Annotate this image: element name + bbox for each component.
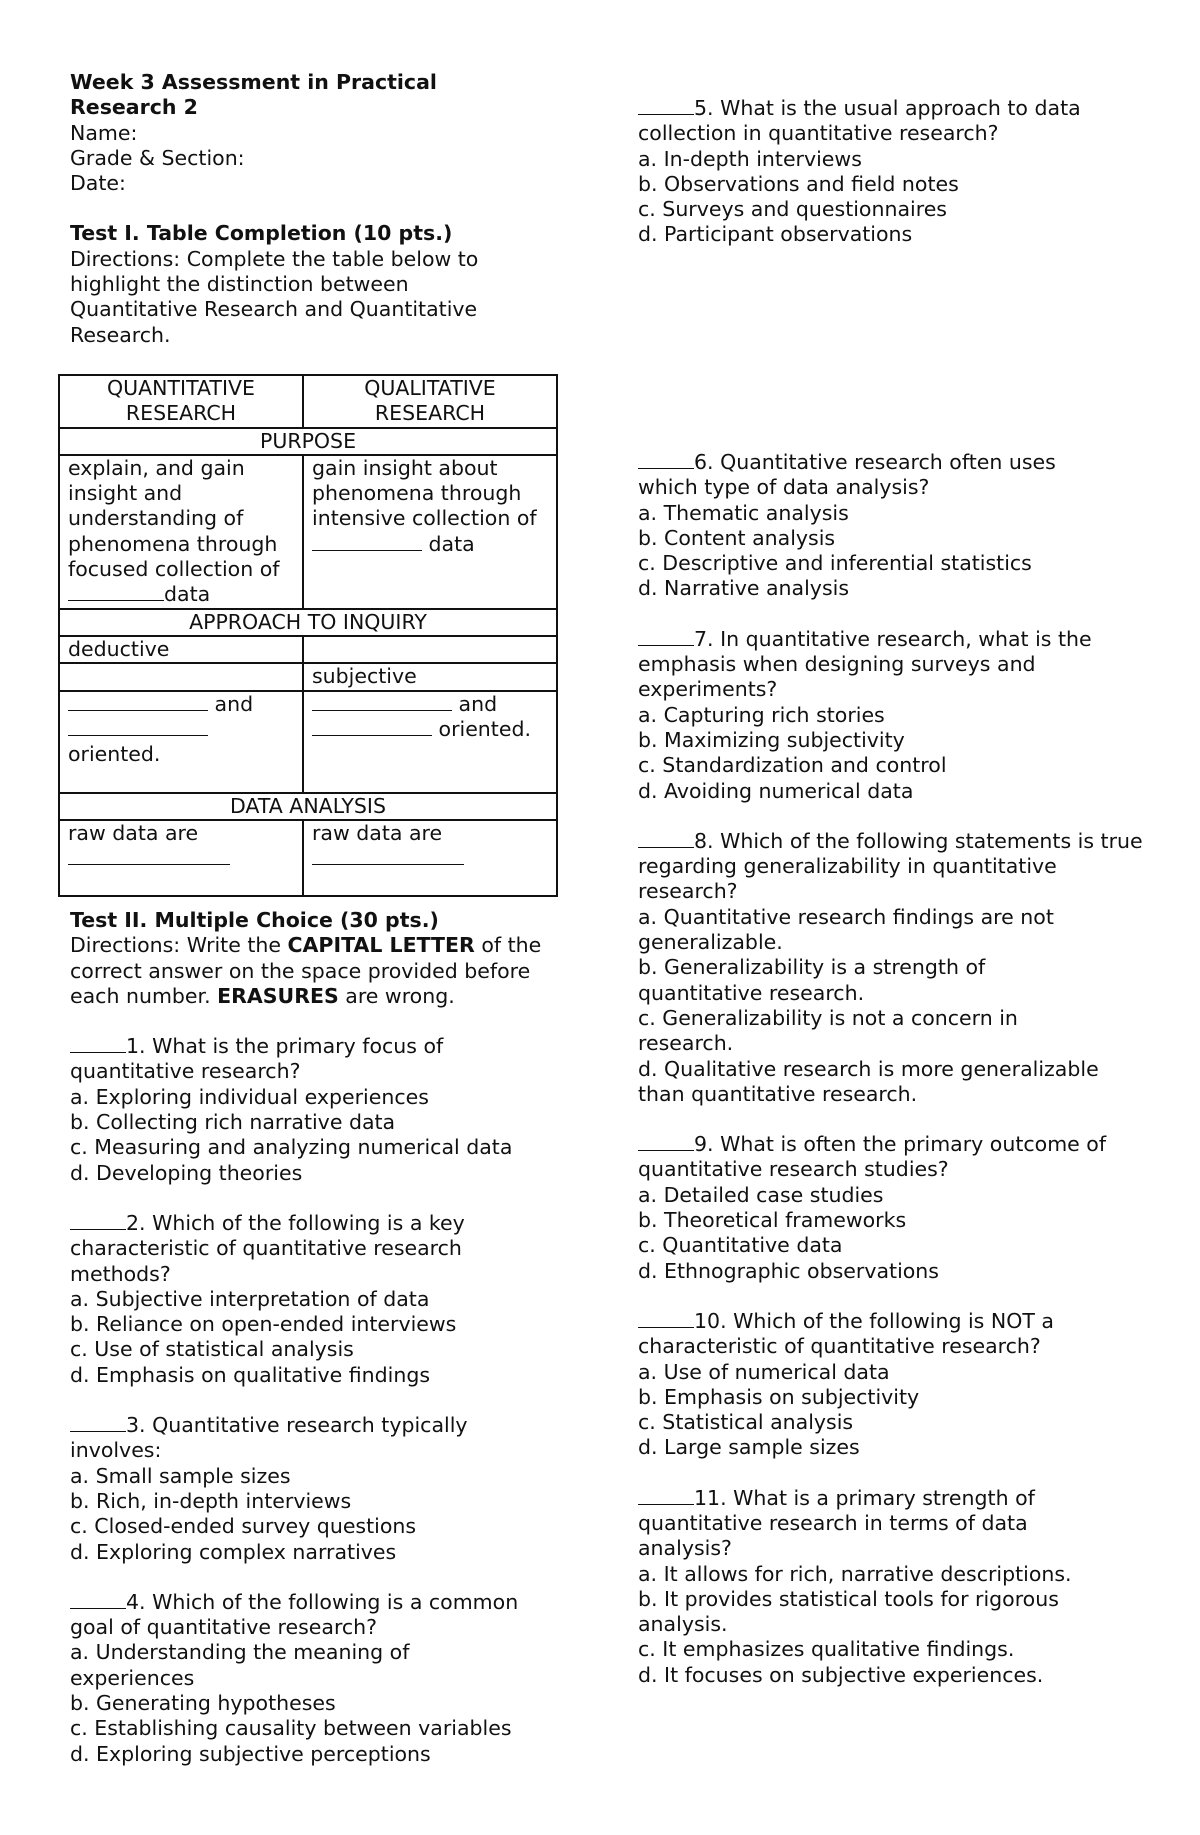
- purpose-qualitative-text: gain insight about phenomena through intensive collection of: [312, 455, 537, 531]
- answer-blank[interactable]: [70, 1590, 126, 1609]
- header-block: [70, 70, 570, 348]
- choice-b: b. Generating hypotheses: [70, 1691, 336, 1716]
- answer-blank[interactable]: [638, 1486, 694, 1505]
- choice-b: b. Reliance on open-ended interviews: [70, 1312, 457, 1337]
- choice-b: b. Collecting rich narrative data: [70, 1110, 396, 1135]
- qualitative-header: QUALITATIVE RESEARCH: [303, 375, 557, 428]
- test2-directions: [70, 933, 570, 1009]
- purpose-qualitative-end: data: [428, 531, 475, 556]
- question-text: 8. Which of the following statements is true regarding generalizability in quantitative research?: [638, 828, 1150, 904]
- question-text: 10. Which of the following is NOT a characteristic of quantitative research?: [638, 1308, 1061, 1359]
- directions-text: of the correct answer on the space provided before each number.: [70, 933, 548, 1008]
- page-title-line1: Week 3 Assessment in Practical: [70, 70, 437, 94]
- answer-blank[interactable]: [312, 692, 452, 711]
- choice-c: c. Establishing causality between variables: [70, 1716, 512, 1741]
- choice-b: b. Rich, in-depth interviews: [70, 1488, 352, 1513]
- test1-directions: Directions: Complete the table below to highlight the distinction between Quantitative Research and Quantitative Research.: [70, 246, 485, 347]
- answer-blank[interactable]: [638, 829, 694, 848]
- answer-blank[interactable]: [68, 717, 208, 736]
- directions-text: Directions: Write the: [70, 933, 288, 958]
- choice-d: d. Exploring subjective perceptions: [70, 1741, 431, 1766]
- oriented-text: oriented.: [438, 716, 531, 741]
- capital-letter-emphasis: CAPITAL LETTER: [287, 933, 475, 958]
- purpose-quantitative-end: data: [164, 582, 211, 607]
- and-text: and: [458, 691, 498, 716]
- answer-blank[interactable]: [68, 582, 164, 601]
- choice-d: d. Large sample sizes: [638, 1435, 860, 1460]
- test1-title: Test I. Table Completion (10 pts.): [70, 221, 453, 246]
- question-text: 6. Quantitative research often uses which type of data analysis?: [638, 450, 1063, 500]
- choice-d: d. Exploring complex narratives: [70, 1539, 397, 1564]
- approach-r1-qualitative-blank[interactable]: [303, 636, 557, 663]
- question-9: [638, 1132, 1158, 1284]
- question-10: [638, 1309, 1158, 1461]
- raw-data-text: raw data are: [68, 820, 199, 845]
- choice-a: a. Understanding the meaning of experiences: [70, 1640, 416, 1690]
- choice-c: c. Measuring and analyzing numerical data: [70, 1135, 513, 1160]
- choice-d: d. Developing theories: [70, 1160, 303, 1185]
- choice-c: c. Quantitative data: [638, 1233, 843, 1258]
- choice-c: c. Standardization and control: [638, 753, 947, 778]
- answer-blank[interactable]: [312, 717, 432, 736]
- analysis-row-label: DATA ANALYSIS: [59, 793, 557, 820]
- quantitative-header: QUANTITATIVE RESEARCH: [59, 375, 303, 428]
- date-field-label: Date:: [70, 171, 126, 196]
- choice-c: c. Generalizability is not a concern in research.: [638, 1005, 1025, 1056]
- choice-c: c. Use of statistical analysis: [70, 1337, 354, 1362]
- question-6: [638, 450, 1158, 602]
- answer-blank[interactable]: [638, 1309, 694, 1328]
- erasures-emphasis: ERASURES: [217, 983, 339, 1008]
- question-1: [70, 1034, 570, 1186]
- question-8: [638, 829, 1158, 1107]
- right-column-bottom: [638, 450, 1158, 1688]
- answer-blank[interactable]: [638, 627, 694, 646]
- question-text: 3. Quantitative research typically involves:: [70, 1413, 475, 1463]
- approach-r1-quantitative: deductive: [59, 636, 303, 663]
- question-text: 11. What is a primary strength of quantitative research in terms of data analysis?: [638, 1485, 1042, 1561]
- analysis-quantitative: [59, 820, 303, 896]
- purpose-quantitative-text: explain, and gain insight and understanding of phenomena through focused collection of: [68, 455, 280, 582]
- question-text: 1. What is the primary focus of quantitative research?: [70, 1034, 450, 1084]
- answer-blank[interactable]: [70, 1413, 126, 1432]
- question-5: [638, 96, 1158, 248]
- test2-title: Test II. Multiple Choice (30 pts.): [70, 908, 439, 932]
- comparison-table: [58, 374, 558, 897]
- question-11: [638, 1486, 1158, 1688]
- approach-r2-quantitative-blank[interactable]: [59, 663, 303, 690]
- question-4: [70, 1590, 570, 1767]
- answer-blank[interactable]: [70, 1034, 126, 1053]
- name-field-label: Name:: [70, 120, 138, 145]
- choice-a: a. Detailed case studies: [638, 1182, 884, 1207]
- choice-a: a. Small sample sizes: [70, 1463, 291, 1488]
- choice-c: c. Descriptive and inferential statistics: [638, 551, 1032, 576]
- choice-d: d. Ethnographic observations: [638, 1258, 939, 1283]
- answer-blank[interactable]: [68, 692, 208, 711]
- question-text: 2. Which of the following is a key characteristic of quantitative research methods?: [70, 1210, 472, 1286]
- choice-c: c. It emphasizes qualitative findings.: [638, 1637, 1015, 1662]
- question-3: [70, 1413, 570, 1565]
- purpose-quantitative-cell: [59, 455, 303, 609]
- question-text: 4. Which of the following is a common goal of quantitative research?: [70, 1589, 525, 1640]
- choice-d: d. Avoiding numerical data: [638, 778, 914, 803]
- question-text: 9. What is often the primary outcome of quantitative research studies?: [638, 1132, 1113, 1182]
- raw-data-text: raw data are: [312, 820, 443, 845]
- choice-b: b. Maximizing subjectivity: [638, 727, 905, 752]
- choice-b: b. Observations and field notes: [638, 171, 959, 196]
- choice-a: a. Subjective interpretation of data: [70, 1286, 430, 1311]
- choice-b: b. Generalizability is a strength of quantitative research.: [638, 955, 992, 1005]
- choice-d: d. Emphasis on qualitative findings: [70, 1362, 431, 1387]
- choice-a: a. Thematic analysis: [638, 500, 849, 525]
- approach-r3-quantitative: [59, 691, 303, 793]
- purpose-row-label: PURPOSE: [59, 428, 557, 455]
- choice-c: c. Closed-ended survey questions: [70, 1514, 417, 1539]
- choice-d: d. Participant observations: [638, 222, 913, 247]
- answer-blank[interactable]: [638, 96, 694, 115]
- choice-b: b. It provides statistical tools for rigorous analysis.: [638, 1586, 1066, 1637]
- and-text: and: [214, 691, 254, 716]
- choice-b: b. Emphasis on subjectivity: [638, 1384, 920, 1409]
- test2-block: [70, 908, 570, 1767]
- approach-r3-qualitative: [303, 691, 557, 793]
- answer-blank[interactable]: [312, 532, 422, 551]
- choice-c: c. Surveys and questionnaires: [638, 197, 947, 222]
- choice-a: a. In-depth interviews: [638, 146, 862, 171]
- answer-blank[interactable]: [312, 846, 464, 865]
- oriented-text: oriented.: [68, 742, 161, 767]
- right-column-top: [638, 96, 1158, 248]
- choice-d: d. Qualitative research is more generalizable than quantitative research.: [638, 1056, 1106, 1106]
- answer-blank[interactable]: [638, 1132, 694, 1151]
- page-title-line2: Research 2: [70, 95, 198, 120]
- question-text: 7. In quantitative research, what is the emphasis when designing surveys and experiments?: [638, 626, 1099, 702]
- choice-a: a. It allows for rich, narrative descriptions.: [638, 1561, 1072, 1586]
- purpose-qualitative-cell: [303, 455, 557, 609]
- approach-row-label: APPROACH TO INQUIRY: [59, 609, 557, 636]
- choice-c: c. Statistical analysis: [638, 1410, 854, 1435]
- choice-a: a. Quantitative research findings are not generalizable.: [638, 904, 1061, 955]
- choice-a: a. Use of numerical data: [638, 1359, 890, 1384]
- directions-text: are wrong.: [338, 983, 455, 1008]
- answer-blank[interactable]: [638, 450, 694, 469]
- choice-a: a. Capturing rich stories: [638, 702, 885, 727]
- question-text: 5. What is the usual approach to data collection in quantitative research?: [638, 96, 1088, 146]
- question-7: [638, 627, 1158, 804]
- approach-r2-qualitative: subjective: [303, 663, 557, 690]
- choice-b: b. Theoretical frameworks: [638, 1208, 907, 1233]
- choice-a: a. Exploring individual experiences: [70, 1084, 429, 1109]
- choice-d: d. Narrative analysis: [638, 576, 849, 601]
- choice-b: b. Content analysis: [638, 525, 836, 550]
- answer-blank[interactable]: [68, 846, 230, 865]
- question-2: [70, 1211, 570, 1388]
- choice-d: d. It focuses on subjective experiences.: [638, 1662, 1044, 1687]
- answer-blank[interactable]: [70, 1211, 126, 1230]
- analysis-qualitative: [303, 820, 557, 896]
- grade-section-field-label: Grade & Section:: [70, 145, 245, 170]
